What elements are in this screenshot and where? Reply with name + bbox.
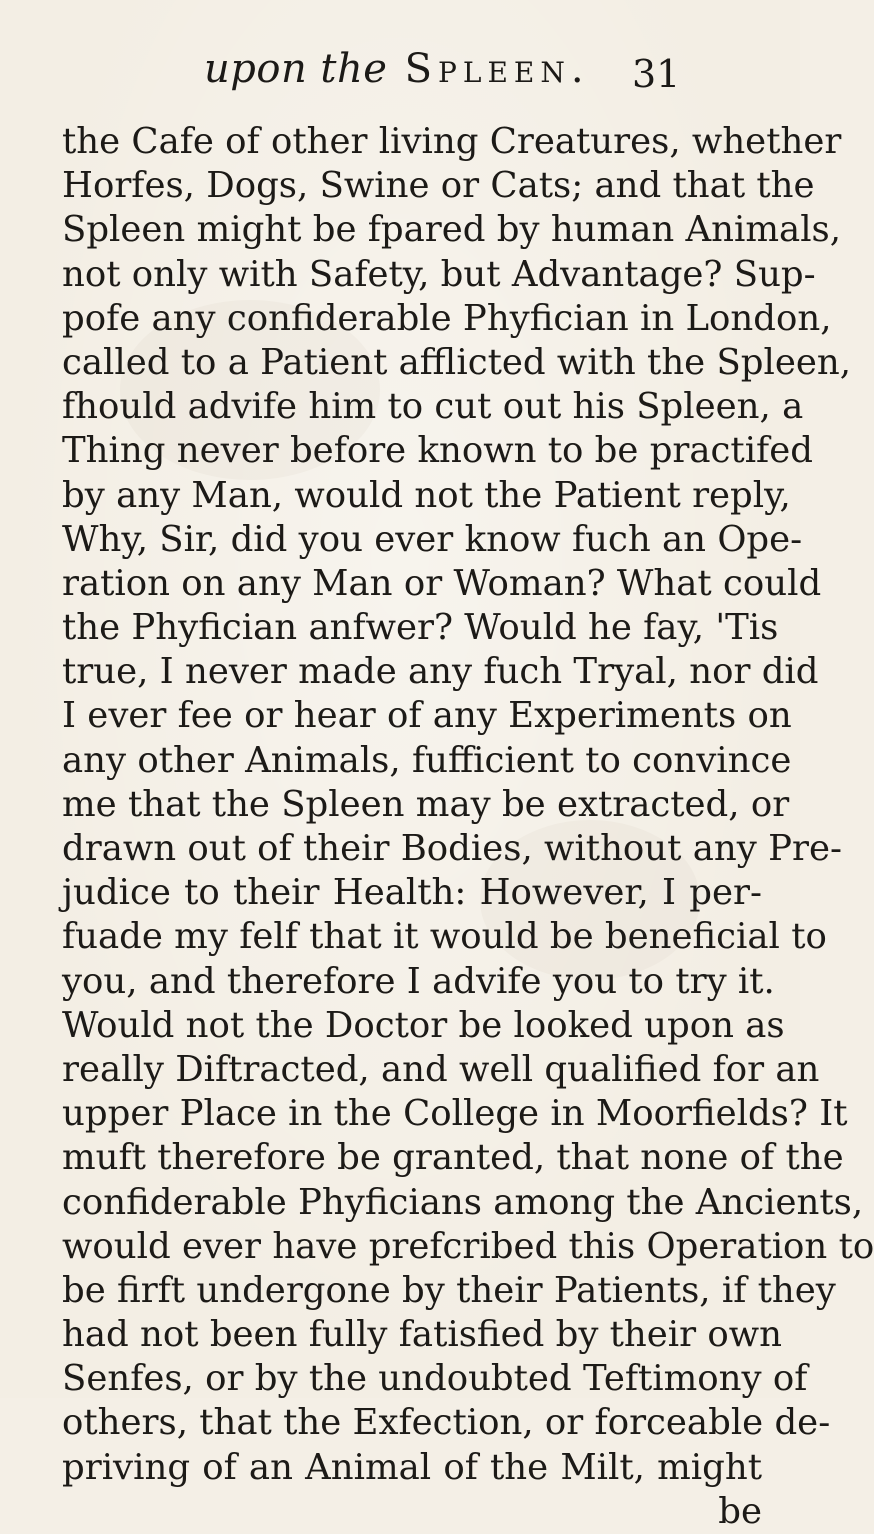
text-line: others, that the Exfection, or forceable de- bbox=[62, 1402, 831, 1444]
running-head bbox=[204, 46, 590, 92]
text-line: the Cafe of other living Creatures, whether bbox=[62, 121, 842, 162]
text-line: be firft undergone by their Patients, if they bbox=[62, 1269, 836, 1311]
text-line: had not been fully fatisfied by their own bbox=[62, 1314, 783, 1356]
text-line: priving of an Animal of the Milt, might bbox=[62, 1446, 762, 1488]
text-line: really Diftracted, and well qualified for an bbox=[62, 1048, 820, 1090]
running-head-italic: upon the bbox=[204, 46, 388, 92]
text-line: upper Place in the College in Moorfields? It bbox=[62, 1093, 848, 1135]
page-number: 31 bbox=[632, 52, 681, 96]
text-line: I ever fee or hear of any Experiments on bbox=[62, 695, 792, 737]
text-line: Would not the Doctor be looked upon as bbox=[62, 1004, 785, 1046]
text-line: drawn out of their Bodies, without any Pre- bbox=[62, 828, 842, 869]
text-line: judice to their Health: However, I per- bbox=[62, 872, 762, 914]
text-line: Horfes, Dogs, Swine or Cats; and that the bbox=[62, 165, 815, 207]
text-line: Thing never before known to be practifed bbox=[62, 430, 813, 472]
text-line: Why, Sir, did you ever know fuch an Ope- bbox=[62, 518, 803, 560]
text-line: ration on any Man or Woman? What could bbox=[62, 562, 822, 604]
text-line: any other Animals, fufficient to convince bbox=[62, 739, 792, 781]
text-line: pofe any confiderable Phyfician in London, bbox=[62, 297, 832, 339]
catchword: be bbox=[718, 1490, 762, 1532]
text-line: the Phyfician anfwer? Would he fay, 'Tis bbox=[62, 607, 779, 649]
text-line: Senfes, or by the undoubted Teftimony of bbox=[62, 1358, 808, 1400]
text-line: confiderable Phyficians among the Ancients, bbox=[62, 1181, 864, 1223]
page-header bbox=[0, 42, 800, 102]
text-line: would ever have prefcribed this Operation to bbox=[62, 1225, 874, 1267]
text-line: by any Man, would not the Patient reply, bbox=[62, 474, 791, 516]
text-line: fuade my felf that it would be beneficial to bbox=[62, 916, 827, 958]
text-line: true, I never made any fuch Tryal, nor did bbox=[62, 651, 819, 693]
text-line: me that the Spleen may be extracted, or bbox=[62, 783, 790, 825]
text-line: not only with Safety, but Advantage? Sup- bbox=[62, 253, 816, 295]
body-text bbox=[62, 120, 874, 1534]
text-line: fhould advife him to cut out his Spleen, a bbox=[62, 386, 804, 428]
text-line: muft therefore be granted, that none of the bbox=[62, 1137, 844, 1179]
text-line: you, and therefore I advife you to try it. bbox=[62, 960, 775, 1002]
running-head-caps: Spleen. bbox=[404, 46, 590, 92]
text-line: Spleen might be fpared by human Animals, bbox=[62, 209, 842, 251]
text-line: called to a Patient afflicted with the Spleen, bbox=[62, 341, 852, 383]
